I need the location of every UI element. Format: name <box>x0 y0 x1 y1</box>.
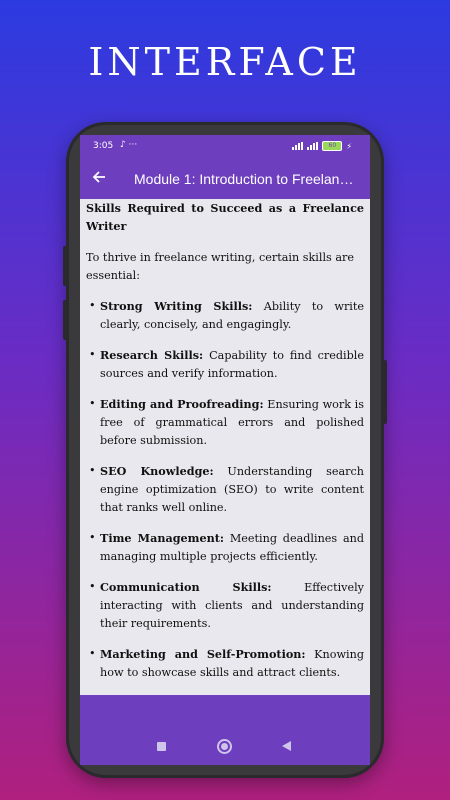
list-item: • Editing and Proofreading: Ensuring work is free of grammatical errors and polished before submission. <box>89 397 364 447</box>
circle-icon[interactable] <box>217 739 232 754</box>
arrow-left-icon[interactable] <box>92 170 122 188</box>
app-bar <box>80 159 370 199</box>
skill-title: SEO Knowledge: <box>100 464 214 478</box>
intro-text: To thrive in freelance writing, certain skills are essential: <box>86 251 354 282</box>
navigation-bar <box>80 695 370 765</box>
status-bar <box>80 135 370 159</box>
skill-text: Knowing how to showcase skills and attract clients. <box>100 648 364 679</box>
skill-text: Understanding search engine optimization (SEO) to write content that ranks well online. <box>100 465 364 514</box>
skill-text: Ensuring work is free of grammatical errors and polished before submission. <box>100 398 364 447</box>
list-item: • Marketing and Self-Promotion: Knowing how to showcase skills and attract clients. <box>89 647 364 679</box>
phone-screen <box>80 135 370 765</box>
list-item: • Communication Skills: Effectively interacting with clients and understanding their requirements. <box>89 580 364 630</box>
skill-title: Editing and Proofreading: <box>100 397 264 411</box>
list-item: • Time Management: Meeting deadlines and managing multiple projects efficiently. <box>89 531 364 563</box>
status-right-group <box>292 141 352 151</box>
skill-text: Meeting deadlines and managing multiple projects efficiently. <box>100 532 364 563</box>
square-icon[interactable] <box>157 742 166 751</box>
charging-icon: ⚡ <box>346 141 352 151</box>
skill-title: Marketing and Self-Promotion: <box>100 647 306 661</box>
signal-icon <box>292 142 303 150</box>
phone-side-button <box>63 246 68 286</box>
list-item: • SEO Knowledge: Understanding search engine optimization (SEO) to write content that ranks well online. <box>89 464 364 514</box>
battery-icon <box>322 141 342 151</box>
page-title: Module 1: Introduction to Freelan… <box>134 171 354 187</box>
skill-text: Effectively interacting with clients and understanding their requirements. <box>100 581 364 630</box>
lesson-content[interactable] <box>80 199 370 695</box>
promo-title: INTERFACE <box>88 40 362 84</box>
skill-text: Ability to write clearly, concisely, and engagingly. <box>100 300 364 331</box>
list-item: • Research Skills: Capability to find credible sources and verify information. <box>89 348 364 380</box>
list-item: • Strong Writing Skills: Ability to write clearly, concisely, and engagingly. <box>89 299 364 331</box>
signal-icon <box>307 142 318 150</box>
phone-side-button <box>63 300 68 340</box>
skills-list <box>86 297 364 682</box>
status-time: 3:05 <box>93 141 114 151</box>
triangle-icon[interactable] <box>282 741 291 751</box>
section-heading: Skills Required to Succeed as a Freelance Writer <box>86 201 364 233</box>
skill-title: Strong Writing Skills: <box>100 299 253 313</box>
notification-icons: ♪ ··· <box>120 140 138 150</box>
skill-text: Capability to find credible sources and verify information. <box>100 349 364 380</box>
skill-title: Time Management: <box>100 531 225 545</box>
skill-title: Research Skills: <box>100 348 204 362</box>
battery-level: 60 <box>328 142 337 149</box>
phone-power-button <box>382 360 387 424</box>
skill-title: Communication Skills: <box>100 580 272 594</box>
